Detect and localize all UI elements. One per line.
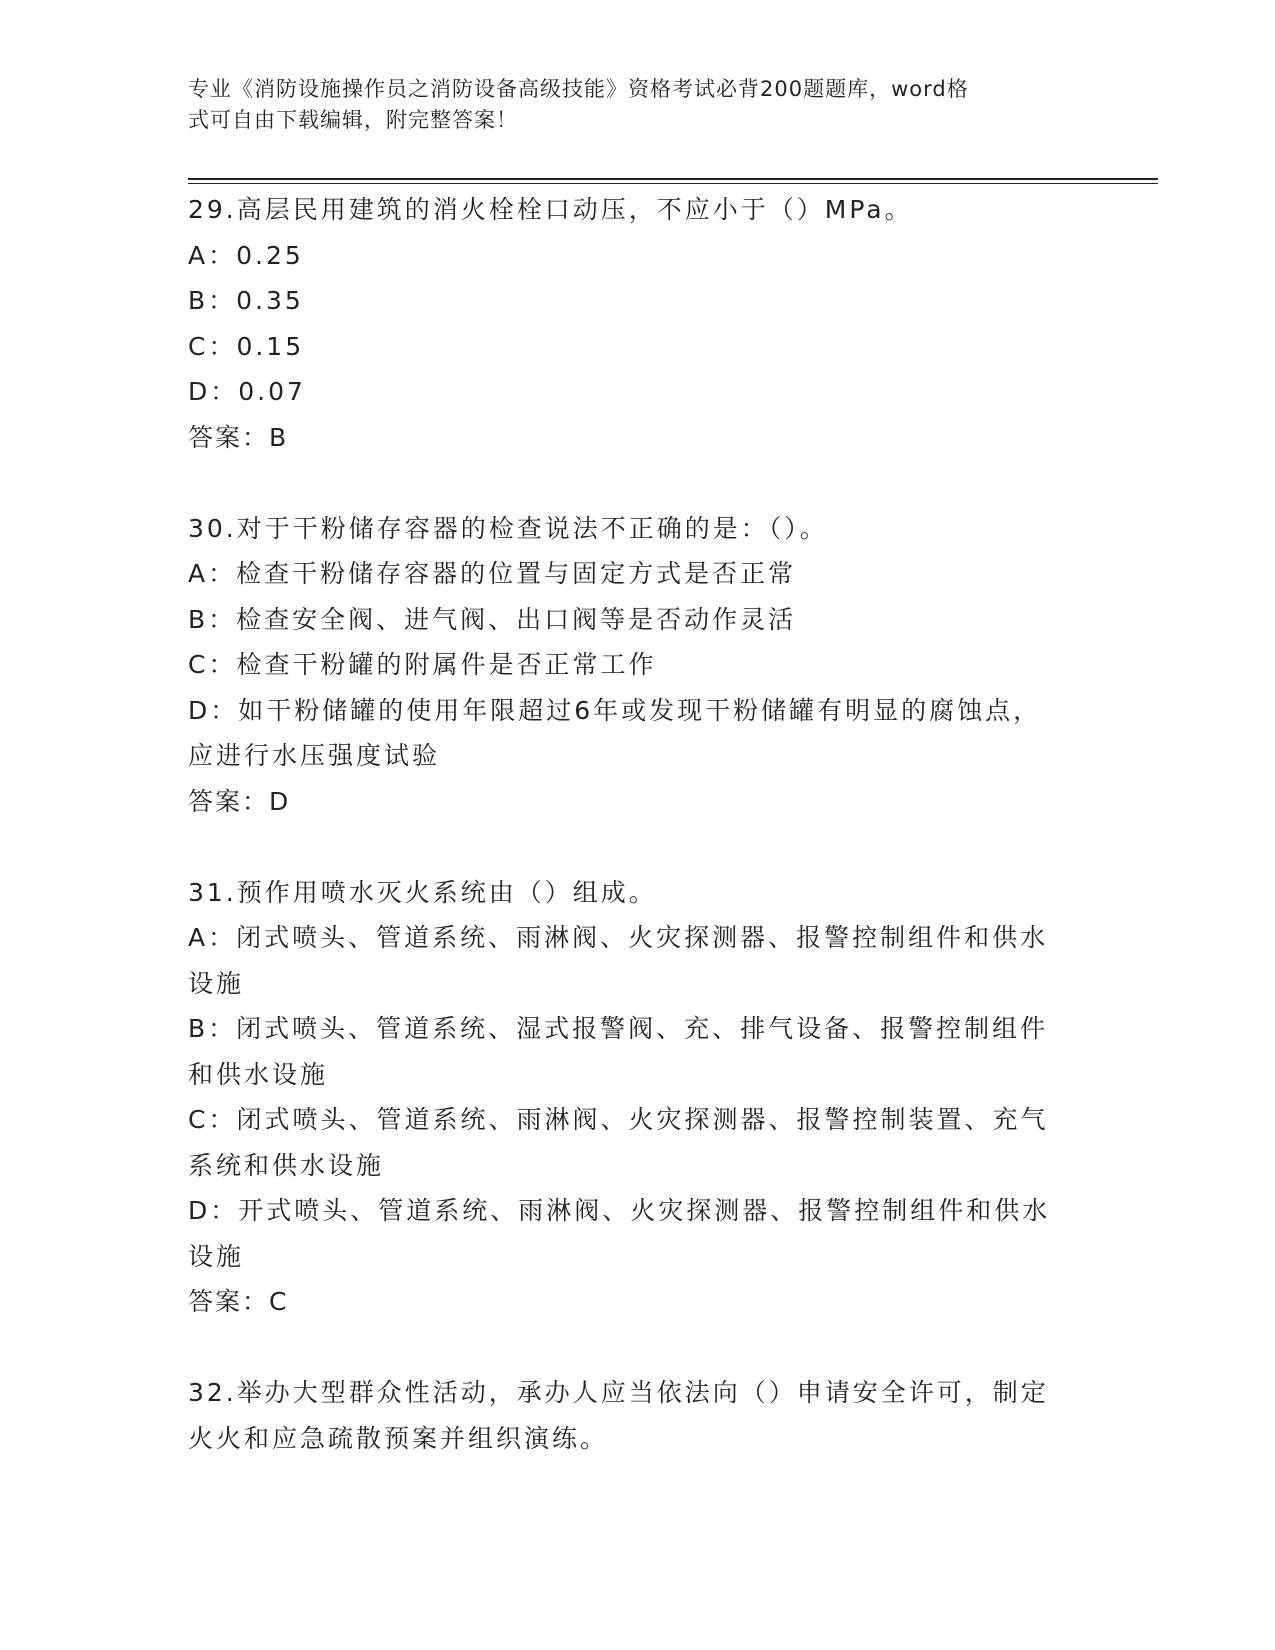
question-31 bbox=[188, 870, 1088, 1325]
question-spacer bbox=[188, 460, 1088, 506]
option-d: D：0.07 bbox=[188, 377, 306, 406]
option-d-continued: 应进行水压强度试验 bbox=[188, 741, 441, 770]
option-a: A：闭式喷头、管道系统、雨淋阀、火灾探测器、报警控制组件和供水 bbox=[188, 923, 1049, 952]
question-stem: 29.高层民用建筑的消火栓栓口动压，不应小于（）MPa。 bbox=[188, 195, 913, 224]
option-b: B：0.35 bbox=[188, 286, 304, 315]
option-c-continued: 系统和供水设施 bbox=[188, 1150, 385, 1180]
header-divider-thick bbox=[188, 178, 1158, 180]
question-30 bbox=[188, 506, 1088, 825]
option-b: B：检查安全阀、进气阀、出口阀等是否动作灵活 bbox=[188, 604, 797, 634]
header-divider-thin bbox=[188, 183, 1158, 184]
question-stem: 30.对于干粉储存容器的检查说法不正确的是：（）。 bbox=[188, 513, 828, 543]
question-stem: 32.举办大型群众性活动，承办人应当依法向（）申请安全许可，制定 bbox=[188, 1378, 1049, 1407]
question-spacer bbox=[188, 824, 1088, 870]
answer-line: 答案：C bbox=[188, 1287, 289, 1316]
option-d-continued: 设施 bbox=[188, 1241, 245, 1271]
question-stem-continued: 火火和应急疏散预案并组织演练。 bbox=[188, 1423, 609, 1453]
option-c: C：闭式喷头、管道系统、雨淋阀、火灾探测器、报警控制装置、充气 bbox=[188, 1105, 1049, 1134]
answer-line: 答案：D bbox=[188, 786, 291, 816]
question-32 bbox=[188, 1370, 1088, 1461]
option-a: A：检查干粉储存容器的位置与固定方式是否正常 bbox=[188, 559, 797, 588]
option-c: C：检查干粉罐的附属件是否正常工作 bbox=[188, 650, 657, 679]
question-list bbox=[188, 187, 1088, 1461]
document-header bbox=[188, 74, 1068, 136]
option-b: B：闭式喷头、管道系统、湿式报警阀、充、排气设备、报警控制组件 bbox=[188, 1014, 1049, 1043]
option-d: D：开式喷头、管道系统、雨淋阀、火灾探测器、报警控制组件和供水 bbox=[188, 1196, 1051, 1225]
answer-line: 答案：B bbox=[188, 422, 289, 452]
option-a: A：0.25 bbox=[188, 240, 304, 270]
option-c: C：0.15 bbox=[188, 331, 305, 361]
option-a-continued: 设施 bbox=[188, 968, 245, 998]
question-29 bbox=[188, 187, 1088, 460]
option-d: D：如干粉储罐的使用年限超过6年或发现干粉储罐有明显的腐蚀点， bbox=[188, 695, 1042, 725]
option-b-continued: 和供水设施 bbox=[188, 1059, 329, 1089]
header-line-2: 式可自由下载编辑，附完整答案！ bbox=[188, 108, 518, 132]
question-spacer bbox=[188, 1325, 1088, 1371]
header-line-1: 专业《消防设施操作员之消防设备高级技能》资格考试必背200题题库，word格 bbox=[188, 77, 969, 101]
question-stem: 31.预作用喷水灭火系统由（）组成。 bbox=[188, 877, 657, 907]
